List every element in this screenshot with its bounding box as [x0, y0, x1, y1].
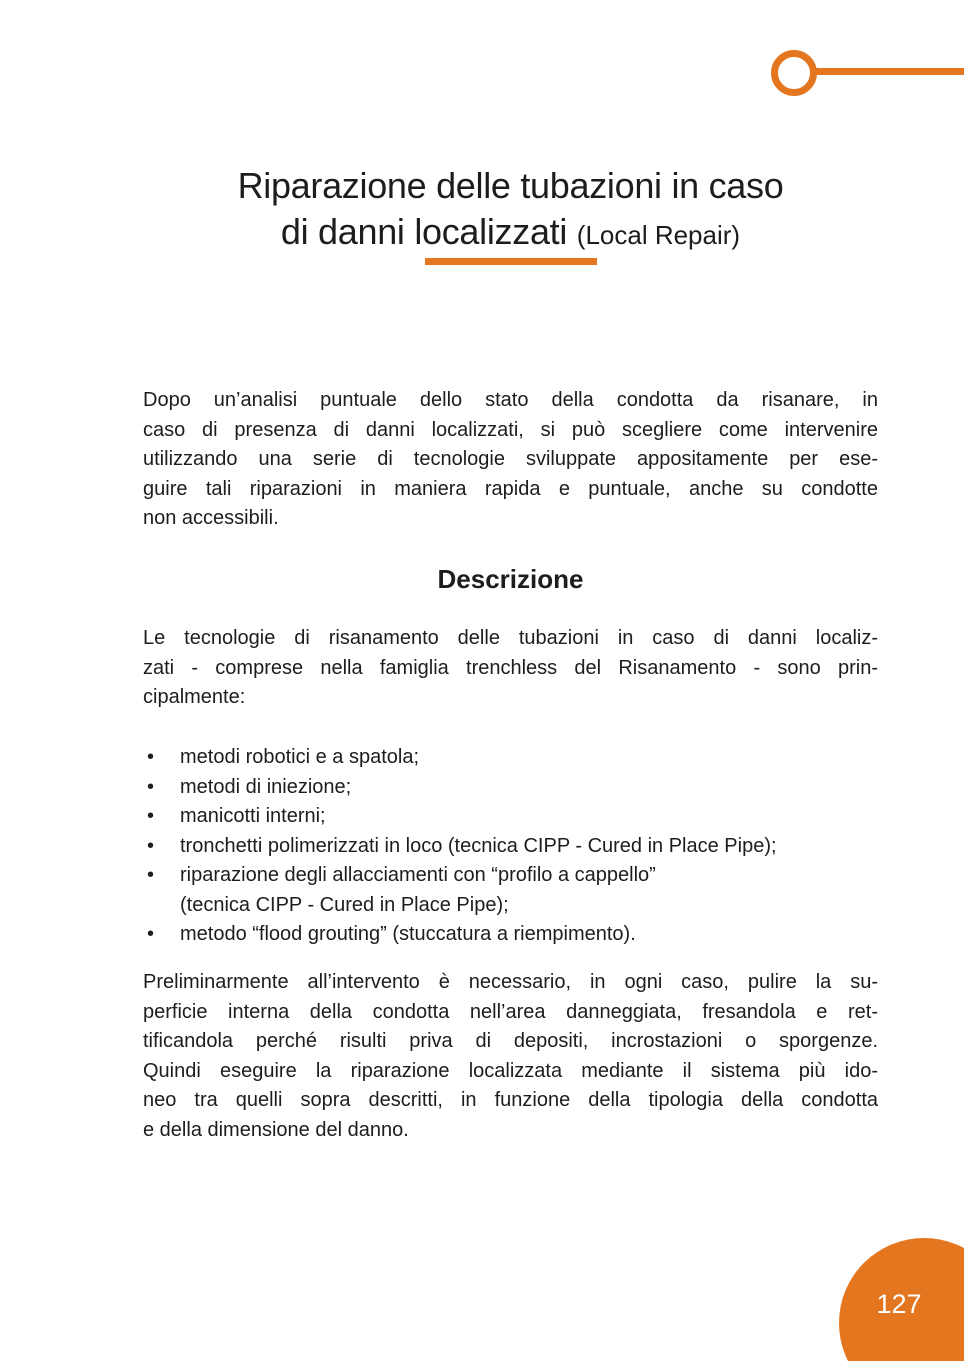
- list-item: [143, 832, 878, 862]
- title-line-2-main: di danni localizzati: [280, 211, 568, 252]
- text-line: Dopo un’analisi puntuale dello stato della condotta da risanare, in: [143, 389, 878, 411]
- text-line: neo tra quelli sopra descritti, in funzione della tipologia della condotta: [143, 1089, 878, 1111]
- intro-paragraph: [143, 386, 878, 534]
- text-line: utilizzando una serie di tecnologie sviluppate appositamente per ese-: [143, 448, 878, 470]
- list-item: [143, 861, 878, 920]
- section-lead-paragraph: [143, 624, 878, 713]
- page-number-badge: [839, 1238, 964, 1361]
- text-line: tificandola perché risulti priva di depositi, incrostazioni o sporgenze.: [143, 1030, 878, 1052]
- text-line: tronchetti polimerizzati in loco (tecnica CIPP - Cured in Place Pipe);: [180, 834, 777, 857]
- text-line: e della dimensione del danno.: [143, 1118, 409, 1141]
- page-number: 127: [876, 1289, 922, 1319]
- title-line-2: [143, 209, 878, 258]
- bullet-list: [143, 743, 878, 950]
- text-line: metodo “flood grouting” (stuccatura a riempimento).: [180, 923, 636, 945]
- bullet-icon: •: [147, 746, 155, 768]
- text-line: manicotti interni;: [180, 805, 326, 827]
- list-item: [143, 802, 878, 832]
- page-title: [143, 163, 878, 258]
- text-line: Quindi eseguire la riparazione localizzata mediante il sistema più ido-: [143, 1059, 878, 1082]
- bullet-icon: •: [147, 923, 155, 945]
- list-item: [143, 743, 878, 773]
- bullet-icon: •: [147, 834, 155, 857]
- bullet-icon: •: [147, 775, 155, 798]
- ornament-rule-line: [814, 68, 964, 75]
- bullet-icon: •: [147, 805, 155, 827]
- bullet-icon: •: [147, 864, 155, 886]
- section-heading: Descrizione: [437, 564, 584, 594]
- title-annotation: (Local Repair): [576, 220, 741, 250]
- text-line: metodi robotici e a spatola;: [180, 746, 420, 768]
- list-item: [143, 773, 878, 803]
- title-underline: [425, 258, 597, 265]
- text-line: Preliminarmente all’intervento è necessario, in ogni caso, pulire la su-: [143, 971, 878, 993]
- closing-paragraph: [143, 968, 878, 1145]
- title-line-1: Riparazione delle tubazioni in caso: [237, 165, 784, 206]
- text-line: metodi di iniezione;: [180, 775, 352, 798]
- list-item: [143, 920, 878, 950]
- text-line: perficie interna della condotta nell’area danneggiata, fresandola e ret-: [143, 1000, 878, 1023]
- text-line: zati - comprese nella famiglia trenchless del Risanamento - sono prin-: [143, 656, 878, 679]
- text-line: cipalmente:: [143, 686, 246, 708]
- text-line: Le tecnologie di risanamento delle tubazioni in caso di danni localiz-: [143, 627, 878, 649]
- text-line: riparazione degli allacciamenti con “profilo a cappello”: [180, 864, 656, 886]
- text-line: (tecnica CIPP - Cured in Place Pipe);: [180, 893, 509, 916]
- text-line: guire tali riparazioni in maniera rapida e puntuale, anche su condotte: [143, 477, 878, 500]
- text-line: caso di presenza di danni localizzati, si può scegliere come intervenire: [143, 418, 878, 441]
- ring-icon: [771, 50, 817, 96]
- text-line: non accessibili.: [143, 507, 279, 529]
